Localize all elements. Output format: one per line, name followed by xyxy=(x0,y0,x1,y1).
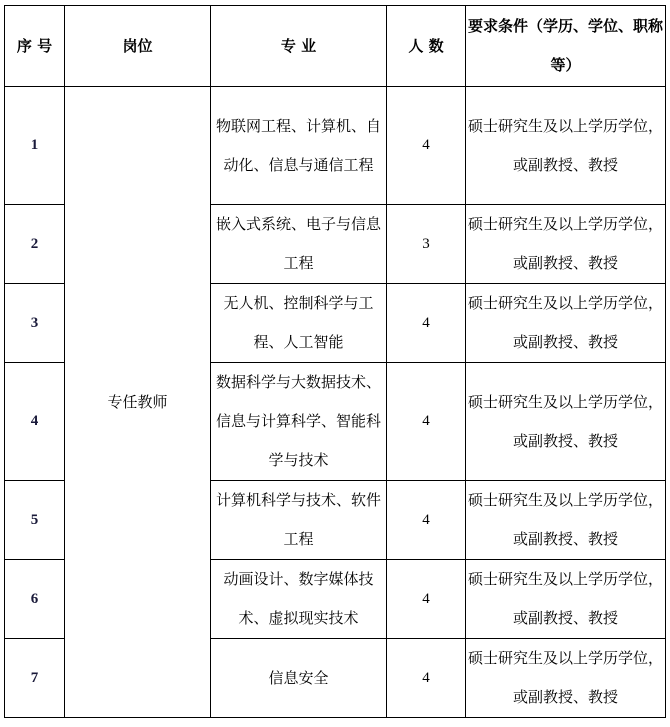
row-major: 数据科学与大数据技术、信息与计算科学、智能科学与技术 xyxy=(211,363,387,481)
row-count: 4 xyxy=(387,284,466,363)
row-index: 4 xyxy=(5,363,65,481)
row-requirement: 硕士研究生及以上学历学位，或副教授、教授 xyxy=(466,481,666,560)
row-index: 7 xyxy=(5,639,65,718)
row-index: 1 xyxy=(5,87,65,205)
row-major: 嵌入式系统、电子与信息工程 xyxy=(211,205,387,284)
row-count: 4 xyxy=(387,87,466,205)
row-requirement: 硕士研究生及以上学历学位，或副教授、教授 xyxy=(466,87,666,205)
row-index: 6 xyxy=(5,560,65,639)
row-major: 计算机科学与技术、软件工程 xyxy=(211,481,387,560)
post-cell: 专任教师 xyxy=(65,87,211,718)
header-index: 序 号 xyxy=(5,6,65,87)
row-index: 5 xyxy=(5,481,65,560)
header-major: 专 业 xyxy=(211,6,387,87)
header-requirement: 要求条件（学历、学位、职称等） xyxy=(466,6,666,87)
row-major: 无人机、控制科学与工程、人工智能 xyxy=(211,284,387,363)
header-post: 岗位 xyxy=(65,6,211,87)
row-index: 2 xyxy=(5,205,65,284)
row-count: 3 xyxy=(387,205,466,284)
header-row xyxy=(5,6,666,87)
row-requirement: 硕士研究生及以上学历学位，或副教授、教授 xyxy=(466,284,666,363)
row-requirement: 硕士研究生及以上学历学位，或副教授、教授 xyxy=(466,639,666,718)
row-count: 4 xyxy=(387,639,466,718)
row-count: 4 xyxy=(387,363,466,481)
row-major: 信息安全 xyxy=(211,639,387,718)
row-major: 动画设计、数字媒体技术、虚拟现实技术 xyxy=(211,560,387,639)
table-row xyxy=(5,87,666,205)
row-requirement: 硕士研究生及以上学历学位，或副教授、教授 xyxy=(466,560,666,639)
row-requirement: 硕士研究生及以上学历学位，或副教授、教授 xyxy=(466,205,666,284)
row-count: 4 xyxy=(387,560,466,639)
row-major: 物联网工程、计算机、自动化、信息与通信工程 xyxy=(211,87,387,205)
row-index: 3 xyxy=(5,284,65,363)
header-count: 人 数 xyxy=(387,6,466,87)
recruitment-table xyxy=(4,5,666,718)
row-requirement: 硕士研究生及以上学历学位，或副教授、教授 xyxy=(466,363,666,481)
row-count: 4 xyxy=(387,481,466,560)
